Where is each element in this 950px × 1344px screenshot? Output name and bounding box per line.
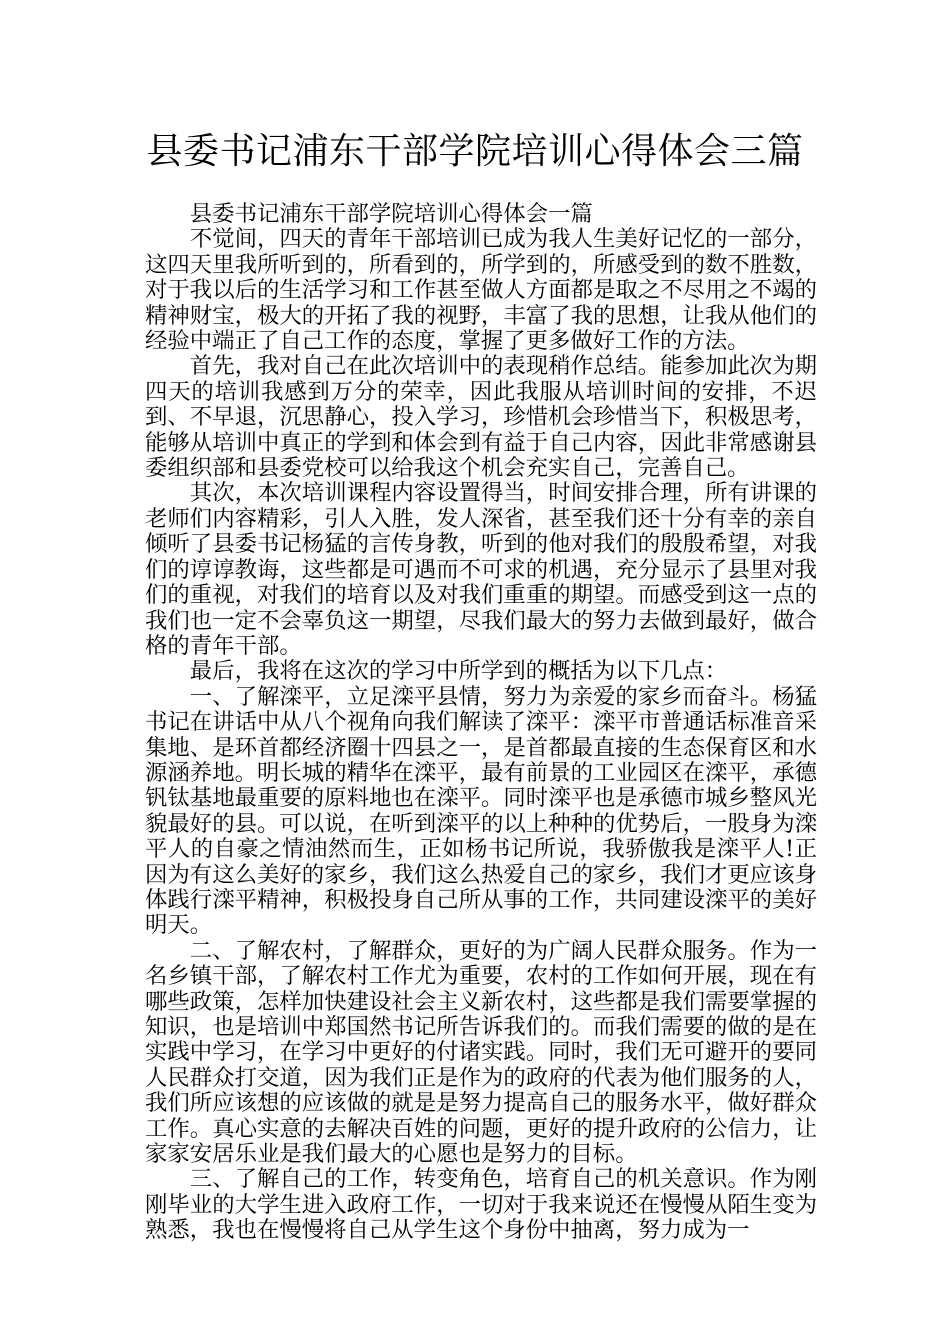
document-title: 县委书记浦东干部学院培训心得体会三篇 <box>146 131 804 172</box>
paragraph: 其次，本次培训课程内容设置得当，时间安排合理，所有讲课的老师们内容精彩，引人入胜，发人深省，甚至我们还十分有幸的亲自倾听了县委书记杨猛的言传身教，听到的他对我们的殷殷希望，对我们的谆谆教诲，这些都是可遇而不可求的机遇，充分显示了县里对我们的重视，对我们的培育以及对我们重重的期望。而感受到这一点的我们也一定不会辜负这一期望，尽我们最大的努力去做到最好，做合格的青年干部。 <box>145 480 817 659</box>
paragraph: 最后，我将在这次的学习中所学到的概括为以下几点： <box>189 658 728 685</box>
document-body <box>145 202 817 1244</box>
paragraph: 二、了解农村，了解群众，更好的为广阔人民群众服务。作为一名乡镇干部，了解农村工作尤为重要，农村的工作如何开展，现在有哪些政策，怎样加快建设社会主义新农村，这些都是我们需要掌握的知识，也是培训中郑国然书记所告诉我们的。而我们需要的做的是在实践中学习，在学习中更好的付诸实践。同时，我们无可避开的要同人民群众打交道，因为我们正是作为的政府的代表为他们服务的人，我们所应该想的应该做的就是是努力提高自己的服务水平，做好群众工作。真心实意的去解决百姓的问题，更好的提升政府的公信力，让家家安居乐业是我们最大的心愿也是努力的目标。 <box>145 937 817 1168</box>
section-heading: 县委书记浦东干部学院培训心得体会一篇 <box>189 201 593 227</box>
paragraph: 一、了解滦平，立足滦平县情，努力为亲爱的家乡而奋斗。杨猛书记在讲话中从八个视角向我们解读了滦平：滦平市普通话标准音采集地、是环首都经济圈十四县之一，是首都最直接的生态保育区和水源涵养地。明长城的精华在滦平，最有前景的工业园区在滦平，承德钒钛基地最重要的原料地也在滦平。同时滦平也是承德市城乡整风光貌最好的县。可以说，在听到滦平的以上种种的优势后，一股身为滦平人的自豪之情油然而生，正如杨书记所说，我骄傲我是滦平人!正因为有这么美好的家乡，我们这么热爱自己的家乡，我们才更应该身体践行滦平精神，积极投身自己所从事的工作，共同建设滦平的美好明天。 <box>145 683 817 939</box>
paragraph: 三、了解自己的工作，转变角色，培育自己的机关意识。作为刚刚毕业的大学生进入政府工作，一切对于我来说还在慢慢从陌生变为熟悉，我也在慢慢将自己从学生这个身份中抽离，努力成为一 <box>145 1166 817 1244</box>
paragraph: 不觉间，四天的青年干部培训已成为我人生美好记忆的一部分，这四天里我所听到的，所看到的，所学到的，所感受到的数不胜数，对于我以后的生活学习和工作甚至做人方面都是取之不尽用之不竭的精神财宝，极大的开拓了我的视野，丰富了我的思想，让我从他们的经验中端正了自己工作的态度，掌握了更多做好工作的方法。 <box>145 226 817 355</box>
paragraph: 首先，我对自己在此次培训中的表现稍作总结。能参加此次为期四天的培训我感到万分的荣幸，因此我服从培训时间的安排，不迟到、不早退，沉思静心，投入学习，珍惜机会珍惜当下，积极思考，能够从培训中真正的学到和体会到有益于自己内容，因此非常感谢县委组织部和县委党校可以给我这个机会充实自己，完善自己。 <box>145 353 817 482</box>
